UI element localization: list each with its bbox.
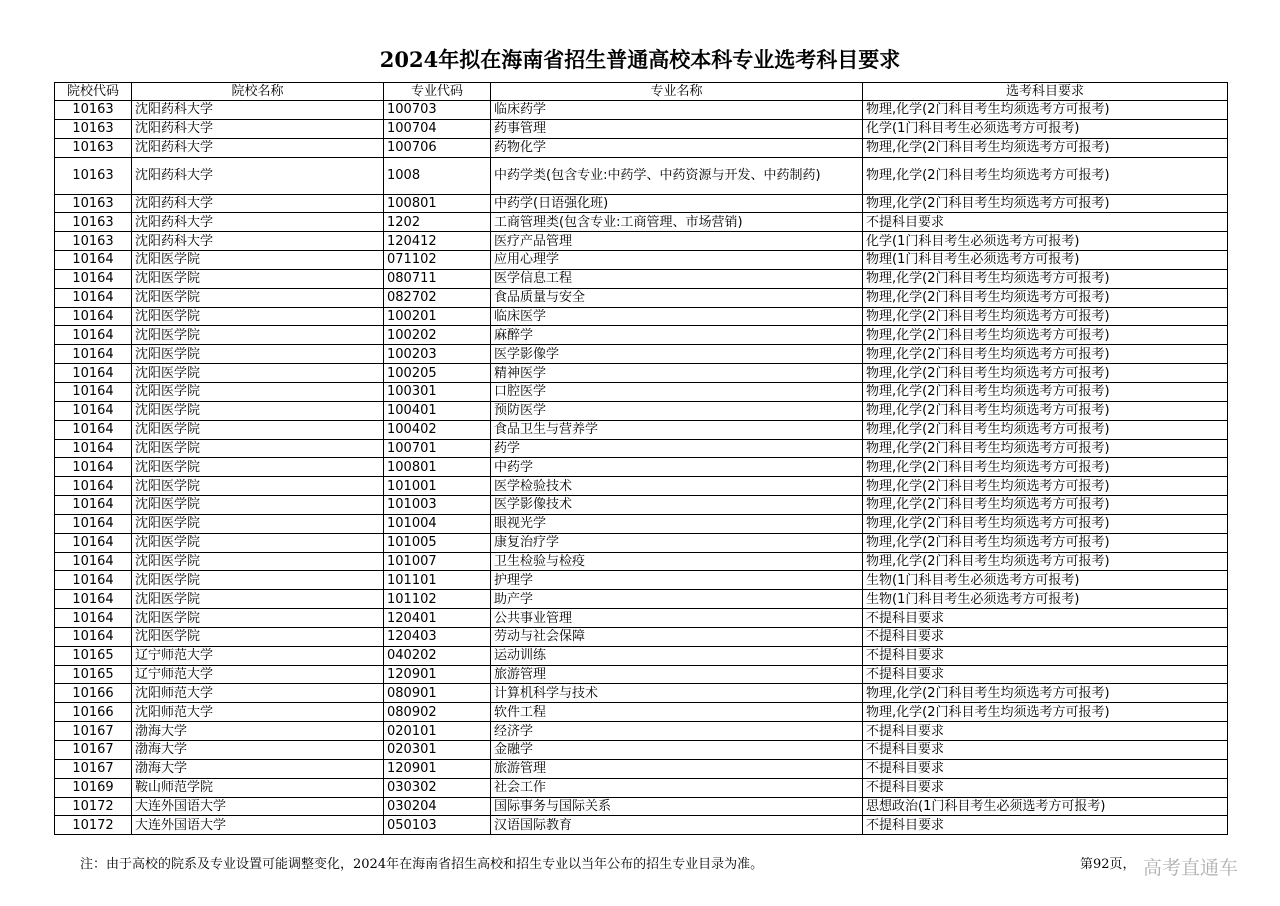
cell-major-code: 100201 xyxy=(384,307,491,326)
table-row xyxy=(55,609,1228,628)
cell-major-name: 公共事业管理 xyxy=(491,609,863,628)
cell-major-code: 100202 xyxy=(384,326,491,345)
cell-major-name: 劳动与社会保障 xyxy=(491,627,863,646)
cell-subject-requirement: 物理,化学(2门科目考生均须选考方可报考) xyxy=(863,326,1228,345)
cell-subject-requirement: 化学(1门科目考生必须选考方可报考) xyxy=(863,119,1228,138)
cell-major-name: 金融学 xyxy=(491,741,863,760)
cell-school-name: 沈阳药科大学 xyxy=(132,138,384,157)
cell-subject-requirement: 物理,化学(2门科目考生均须选考方可报考) xyxy=(863,307,1228,326)
table-row xyxy=(55,759,1228,778)
cell-subject-requirement: 物理,化学(2门科目考生均须选考方可报考) xyxy=(863,552,1228,571)
cell-major-code: 100701 xyxy=(384,439,491,458)
table-row xyxy=(55,439,1228,458)
table-row xyxy=(55,514,1228,533)
cell-school-name: 沈阳医学院 xyxy=(132,439,384,458)
table-row xyxy=(55,722,1228,741)
cell-school-code: 10166 xyxy=(55,703,132,722)
cell-school-code: 10164 xyxy=(55,345,132,364)
cell-major-code: 080902 xyxy=(384,703,491,722)
page-number: 第92页， xyxy=(1080,857,1136,872)
cell-school-code: 10172 xyxy=(55,797,132,816)
cell-subject-requirement: 思想政治(1门科目考生必须选考方可报考) xyxy=(863,797,1228,816)
table-row xyxy=(55,420,1228,439)
cell-major-name: 应用心理学 xyxy=(491,251,863,270)
cell-school-name: 沈阳医学院 xyxy=(132,420,384,439)
cell-subject-requirement: 不提科目要求 xyxy=(863,816,1228,835)
cell-school-name: 沈阳医学院 xyxy=(132,307,384,326)
cell-major-name: 临床药学 xyxy=(491,101,863,120)
cell-school-code: 10165 xyxy=(55,646,132,665)
cell-subject-requirement: 物理,化学(2门科目考生均须选考方可报考) xyxy=(863,364,1228,383)
cell-subject-requirement: 物理,化学(2门科目考生均须选考方可报考) xyxy=(863,533,1228,552)
table-row xyxy=(55,138,1228,157)
table-row xyxy=(55,364,1228,383)
table-row xyxy=(55,778,1228,797)
cell-school-name: 沈阳药科大学 xyxy=(132,119,384,138)
page-title: 2024年拟在海南省招生普通高校本科专业选考科目要求 xyxy=(379,47,901,72)
cell-major-name: 临床医学 xyxy=(491,307,863,326)
cell-subject-requirement: 物理,化学(2门科目考生均须选考方可报考) xyxy=(863,496,1228,515)
cell-major-name: 中药学(日语强化班) xyxy=(491,194,863,213)
cell-major-name: 医疗产品管理 xyxy=(491,232,863,251)
cell-major-code: 100203 xyxy=(384,345,491,364)
cell-subject-requirement: 物理,化学(2门科目考生均须选考方可报考) xyxy=(863,382,1228,401)
cell-subject-requirement: 不提科目要求 xyxy=(863,213,1228,232)
cell-school-code: 10164 xyxy=(55,477,132,496)
table-row xyxy=(55,119,1228,138)
cell-major-code: 100205 xyxy=(384,364,491,383)
cell-subject-requirement: 物理,化学(2门科目考生均须选考方可报考) xyxy=(863,269,1228,288)
cell-school-code: 10164 xyxy=(55,288,132,307)
cell-major-name: 工商管理类(包含专业:工商管理、市场营销) xyxy=(491,213,863,232)
cell-school-code: 10164 xyxy=(55,552,132,571)
cell-major-code: 100706 xyxy=(384,138,491,157)
table-row xyxy=(55,269,1228,288)
cell-school-code: 10163 xyxy=(55,157,132,194)
cell-subject-requirement: 物理,化学(2门科目考生均须选考方可报考) xyxy=(863,288,1228,307)
cell-major-name: 医学检验技术 xyxy=(491,477,863,496)
cell-subject-requirement: 物理,化学(2门科目考生均须选考方可报考) xyxy=(863,477,1228,496)
cell-school-code: 10164 xyxy=(55,420,132,439)
cell-school-code: 10163 xyxy=(55,232,132,251)
cell-school-name: 沈阳药科大学 xyxy=(132,157,384,194)
cell-major-name: 中药学类(包含专业:中药学、中药资源与开发、中药制药) xyxy=(491,157,863,194)
cell-major-name: 眼视光学 xyxy=(491,514,863,533)
cell-subject-requirement: 不提科目要求 xyxy=(863,627,1228,646)
cell-school-code: 10165 xyxy=(55,665,132,684)
cell-major-name: 康复治疗学 xyxy=(491,533,863,552)
cell-major-code: 100801 xyxy=(384,194,491,213)
table-row xyxy=(55,552,1228,571)
cell-major-code: 120412 xyxy=(384,232,491,251)
cell-school-name: 沈阳药科大学 xyxy=(132,194,384,213)
table-row xyxy=(55,533,1228,552)
cell-school-name: 沈阳师范大学 xyxy=(132,703,384,722)
cell-major-code: 030204 xyxy=(384,797,491,816)
cell-major-code: 101004 xyxy=(384,514,491,533)
cell-school-name: 沈阳医学院 xyxy=(132,458,384,477)
cell-major-name: 计算机科学与技术 xyxy=(491,684,863,703)
cell-subject-requirement: 物理,化学(2门科目考生均须选考方可报考) xyxy=(863,138,1228,157)
cell-major-name: 口腔医学 xyxy=(491,382,863,401)
table-row xyxy=(55,703,1228,722)
cell-major-name: 医学信息工程 xyxy=(491,269,863,288)
cell-subject-requirement: 物理,化学(2门科目考生均须选考方可报考) xyxy=(863,514,1228,533)
cell-school-name: 沈阳医学院 xyxy=(132,269,384,288)
cell-school-name: 渤海大学 xyxy=(132,722,384,741)
cell-subject-requirement: 物理(1门科目考生必须选考方可报考) xyxy=(863,251,1228,270)
cell-major-name: 麻醉学 xyxy=(491,326,863,345)
footer-note: 注：由于高校的院系及专业设置可能调整变化，2024年在海南省招生高校和招生专业以当年公布的招生专业目录为准。 xyxy=(80,857,764,872)
cell-subject-requirement: 不提科目要求 xyxy=(863,665,1228,684)
cell-major-code: 020101 xyxy=(384,722,491,741)
cell-school-name: 辽宁师范大学 xyxy=(132,646,384,665)
cell-major-name: 旅游管理 xyxy=(491,759,863,778)
cell-school-name: 沈阳医学院 xyxy=(132,533,384,552)
cell-major-code: 040202 xyxy=(384,646,491,665)
cell-major-code: 100301 xyxy=(384,382,491,401)
table-row xyxy=(55,251,1228,270)
cell-major-code: 030302 xyxy=(384,778,491,797)
header-subject-requirement: 选考科目要求 xyxy=(863,83,1228,101)
cell-school-name: 大连外国语大学 xyxy=(132,797,384,816)
cell-school-code: 10164 xyxy=(55,382,132,401)
cell-subject-requirement: 不提科目要求 xyxy=(863,609,1228,628)
cell-subject-requirement: 物理,化学(2门科目考生均须选考方可报考) xyxy=(863,345,1228,364)
table-row xyxy=(55,288,1228,307)
cell-major-name: 经济学 xyxy=(491,722,863,741)
table-row xyxy=(55,232,1228,251)
cell-school-name: 沈阳药科大学 xyxy=(132,213,384,232)
cell-school-code: 10164 xyxy=(55,326,132,345)
cell-major-code: 100704 xyxy=(384,119,491,138)
cell-major-code: 101003 xyxy=(384,496,491,515)
cell-major-code: 080711 xyxy=(384,269,491,288)
cell-major-name: 食品卫生与营养学 xyxy=(491,420,863,439)
cell-school-code: 10164 xyxy=(55,458,132,477)
table-row xyxy=(55,496,1228,515)
cell-school-code: 10164 xyxy=(55,269,132,288)
cell-major-name: 护理学 xyxy=(491,571,863,590)
cell-major-name: 药物化学 xyxy=(491,138,863,157)
cell-subject-requirement: 物理,化学(2门科目考生均须选考方可报考) xyxy=(863,684,1228,703)
cell-school-code: 10163 xyxy=(55,194,132,213)
watermark-text: 高考直通车 xyxy=(1143,857,1239,879)
table-row xyxy=(55,646,1228,665)
requirements-table xyxy=(54,82,1228,835)
cell-major-name: 汉语国际教育 xyxy=(491,816,863,835)
cell-school-name: 沈阳医学院 xyxy=(132,514,384,533)
cell-school-name: 沈阳医学院 xyxy=(132,609,384,628)
cell-major-code: 1008 xyxy=(384,157,491,194)
cell-major-name: 药事管理 xyxy=(491,119,863,138)
table-row xyxy=(55,590,1228,609)
cell-school-code: 10164 xyxy=(55,609,132,628)
table-row xyxy=(55,665,1228,684)
cell-subject-requirement: 化学(1门科目考生必须选考方可报考) xyxy=(863,232,1228,251)
table-row xyxy=(55,382,1228,401)
cell-school-name: 沈阳师范大学 xyxy=(132,684,384,703)
cell-major-name: 中药学 xyxy=(491,458,863,477)
cell-school-code: 10172 xyxy=(55,816,132,835)
table-row xyxy=(55,101,1228,120)
cell-major-code: 120403 xyxy=(384,627,491,646)
cell-school-name: 辽宁师范大学 xyxy=(132,665,384,684)
cell-school-name: 鞍山师范学院 xyxy=(132,778,384,797)
cell-major-name: 助产学 xyxy=(491,590,863,609)
cell-major-name: 运动训练 xyxy=(491,646,863,665)
cell-school-name: 沈阳医学院 xyxy=(132,345,384,364)
cell-school-name: 沈阳医学院 xyxy=(132,288,384,307)
cell-major-name: 社会工作 xyxy=(491,778,863,797)
cell-school-code: 10164 xyxy=(55,590,132,609)
cell-subject-requirement: 不提科目要求 xyxy=(863,741,1228,760)
cell-school-code: 10164 xyxy=(55,364,132,383)
cell-major-code: 1202 xyxy=(384,213,491,232)
cell-subject-requirement: 物理,化学(2门科目考生均须选考方可报考) xyxy=(863,101,1228,120)
table-header-row xyxy=(55,83,1228,101)
table-row xyxy=(55,326,1228,345)
cell-school-code: 10163 xyxy=(55,138,132,157)
header-major-name: 专业名称 xyxy=(491,83,863,101)
cell-school-code: 10163 xyxy=(55,119,132,138)
cell-major-code: 100401 xyxy=(384,401,491,420)
cell-subject-requirement: 物理,化学(2门科目考生均须选考方可报考) xyxy=(863,157,1228,194)
cell-school-name: 沈阳医学院 xyxy=(132,571,384,590)
cell-major-name: 国际事务与国际关系 xyxy=(491,797,863,816)
cell-subject-requirement: 生物(1门科目考生必须选考方可报考) xyxy=(863,590,1228,609)
cell-school-name: 沈阳药科大学 xyxy=(132,101,384,120)
cell-school-name: 渤海大学 xyxy=(132,759,384,778)
cell-school-code: 10164 xyxy=(55,571,132,590)
cell-subject-requirement: 物理,化学(2门科目考生均须选考方可报考) xyxy=(863,703,1228,722)
cell-school-code: 10164 xyxy=(55,533,132,552)
cell-subject-requirement: 生物(1门科目考生必须选考方可报考) xyxy=(863,571,1228,590)
table-row xyxy=(55,684,1228,703)
table-body xyxy=(55,101,1228,835)
cell-major-code: 100402 xyxy=(384,420,491,439)
table-row xyxy=(55,401,1228,420)
cell-school-code: 10163 xyxy=(55,213,132,232)
cell-subject-requirement: 物理,化学(2门科目考生均须选考方可报考) xyxy=(863,401,1228,420)
cell-school-name: 沈阳医学院 xyxy=(132,251,384,270)
cell-school-name: 渤海大学 xyxy=(132,741,384,760)
table-row xyxy=(55,307,1228,326)
cell-school-name: 沈阳医学院 xyxy=(132,401,384,420)
cell-major-code: 120901 xyxy=(384,665,491,684)
cell-school-code: 10164 xyxy=(55,627,132,646)
cell-school-code: 10167 xyxy=(55,759,132,778)
cell-major-name: 旅游管理 xyxy=(491,665,863,684)
cell-major-name: 食品质量与安全 xyxy=(491,288,863,307)
header-school-code: 院校代码 xyxy=(55,83,132,101)
table-row xyxy=(55,571,1228,590)
cell-school-name: 沈阳医学院 xyxy=(132,552,384,571)
cell-school-code: 10164 xyxy=(55,401,132,420)
cell-school-name: 沈阳药科大学 xyxy=(132,232,384,251)
cell-school-name: 沈阳医学院 xyxy=(132,364,384,383)
cell-subject-requirement: 不提科目要求 xyxy=(863,722,1228,741)
cell-major-code: 100801 xyxy=(384,458,491,477)
cell-subject-requirement: 不提科目要求 xyxy=(863,759,1228,778)
cell-major-code: 101101 xyxy=(384,571,491,590)
cell-major-code: 120401 xyxy=(384,609,491,628)
table-row xyxy=(55,157,1228,194)
cell-major-code: 080901 xyxy=(384,684,491,703)
header-major-code: 专业代码 xyxy=(384,83,491,101)
table-row xyxy=(55,345,1228,364)
cell-school-name: 大连外国语大学 xyxy=(132,816,384,835)
table-row xyxy=(55,213,1228,232)
cell-major-code: 050103 xyxy=(384,816,491,835)
cell-major-code: 101001 xyxy=(384,477,491,496)
cell-school-code: 10164 xyxy=(55,496,132,515)
cell-subject-requirement: 物理,化学(2门科目考生均须选考方可报考) xyxy=(863,458,1228,477)
cell-school-name: 沈阳医学院 xyxy=(132,326,384,345)
cell-major-name: 医学影像技术 xyxy=(491,496,863,515)
cell-major-code: 120901 xyxy=(384,759,491,778)
cell-subject-requirement: 物理,化学(2门科目考生均须选考方可报考) xyxy=(863,194,1228,213)
cell-school-name: 沈阳医学院 xyxy=(132,590,384,609)
table-row xyxy=(55,797,1228,816)
cell-school-code: 10164 xyxy=(55,439,132,458)
cell-school-name: 沈阳医学院 xyxy=(132,382,384,401)
cell-subject-requirement: 不提科目要求 xyxy=(863,646,1228,665)
cell-school-code: 10163 xyxy=(55,101,132,120)
cell-school-code: 10166 xyxy=(55,684,132,703)
cell-school-name: 沈阳医学院 xyxy=(132,496,384,515)
table-row xyxy=(55,741,1228,760)
cell-major-code: 101007 xyxy=(384,552,491,571)
cell-school-code: 10164 xyxy=(55,514,132,533)
cell-school-name: 沈阳医学院 xyxy=(132,627,384,646)
cell-school-code: 10167 xyxy=(55,722,132,741)
cell-major-name: 软件工程 xyxy=(491,703,863,722)
cell-school-code: 10169 xyxy=(55,778,132,797)
cell-major-code: 071102 xyxy=(384,251,491,270)
cell-major-name: 预防医学 xyxy=(491,401,863,420)
cell-major-code: 101005 xyxy=(384,533,491,552)
cell-major-code: 100703 xyxy=(384,101,491,120)
table-row xyxy=(55,458,1228,477)
table-row xyxy=(55,477,1228,496)
cell-school-code: 10164 xyxy=(55,251,132,270)
cell-subject-requirement: 物理,化学(2门科目考生均须选考方可报考) xyxy=(863,439,1228,458)
header-school-name: 院校名称 xyxy=(132,83,384,101)
cell-major-name: 医学影像学 xyxy=(491,345,863,364)
cell-major-name: 药学 xyxy=(491,439,863,458)
cell-school-code: 10167 xyxy=(55,741,132,760)
cell-subject-requirement: 物理,化学(2门科目考生均须选考方可报考) xyxy=(863,420,1228,439)
table-row xyxy=(55,816,1228,835)
cell-major-code: 101102 xyxy=(384,590,491,609)
table-row xyxy=(55,627,1228,646)
cell-school-code: 10164 xyxy=(55,307,132,326)
cell-major-name: 精神医学 xyxy=(491,364,863,383)
cell-major-code: 082702 xyxy=(384,288,491,307)
cell-major-name: 卫生检验与检疫 xyxy=(491,552,863,571)
cell-major-code: 020301 xyxy=(384,741,491,760)
table-row xyxy=(55,194,1228,213)
cell-subject-requirement: 不提科目要求 xyxy=(863,778,1228,797)
cell-school-name: 沈阳医学院 xyxy=(132,477,384,496)
